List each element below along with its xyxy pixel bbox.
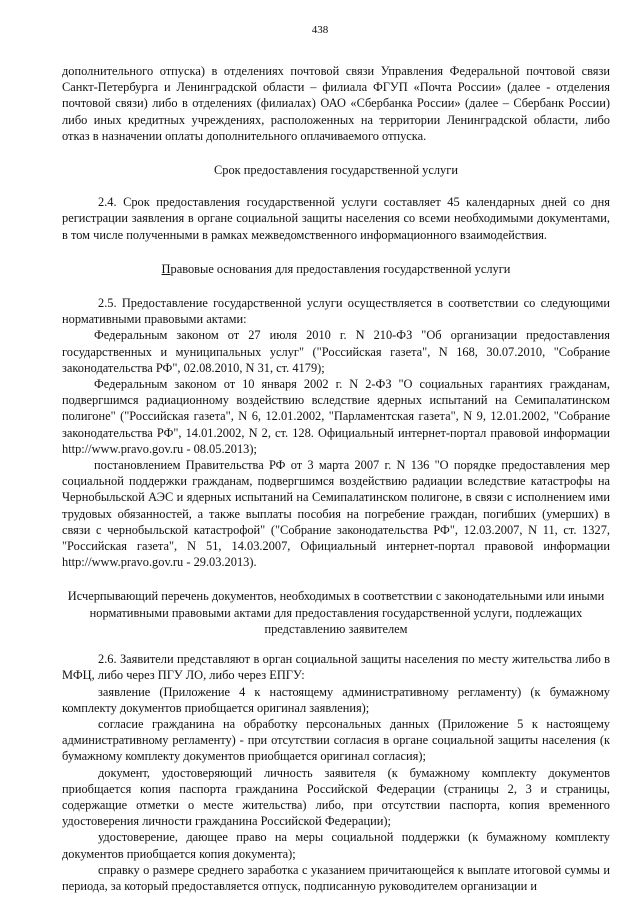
paragraph-2-5: 2.5. Предоставление государственной услуги осуществляется в соответствии со следующими нормативными правовыми актами:	[62, 296, 610, 327]
document-body	[62, 63, 610, 894]
page-number: 438	[311, 24, 329, 36]
paragraph-law-2: Федеральным законом от 10 января 2002 г. N 2-ФЗ "О социальных гарантиях гражданам, подвергшимся радиационному воздействию вследствие ядерных испытаний на Семипалатинском полигоне" ("Российская газета", N 6, 12.01.2002, "Парламентская газета", N 9, 12.01.2002, "Собрание законодательства РФ", 14.01.2002, N 2, ст. 128. Официальный интернет-портал правовой информации http://www.pravo.gov.ru - 08.05.2013);	[62, 377, 610, 456]
paragraph-certificate: удостоверение, дающее право на меры социальной поддержки (к бумажному комплекту документов приобщается копия документа);	[62, 830, 610, 861]
paragraph-2-6: 2.6. Заявители представляют в орган социальной защиты населения по месту жительства либо в МФЦ, либо через ПГУ ЛО, либо через ЕПГУ:	[62, 652, 610, 683]
paragraph-2-4: 2.4. Срок предоставления государственной услуги составляет 45 календарных дней со дня регистрации заявления в органе социальной защиты населения со всеми необходимыми документами, в том числе полученными в рамках межведомственного информационного взаимодействия.	[62, 195, 610, 242]
heading-service-term: Срок предоставления государственной услуги	[214, 163, 458, 178]
paragraph-resolution-136: постановлением Правительства РФ от 3 марта 2007 г. N 136 "О порядке предоставления мер социальной поддержки гражданам, подвергшимся воздействию радиации вследствие катастрофы на Чернобыльской АЭС и ядерных испытаний на Семипалатинском полигоне, в связи с исполнением ими трудовых обязанностей, а также выплаты пособия на погребение граждан, погибших (умерших) в связи с чернобыльской катастрофой" ("Собрание законодательства РФ", 12.03.2007, N 11, ст. 1327, "Российская газета", N 51, 14.03.2007, Официальный интернет-портал правовой информации http://www.pravo.gov.ru - 29.03.2013).	[62, 458, 610, 570]
paragraph-salary-reference: справку о размере среднего заработка с указанием причитающейся к выплате итоговой суммы и периода, за который предоставляется отпуск, подписанную руководителем организации и	[62, 862, 610, 893]
paragraph-application: заявление (Приложение 4 к настоящему административному регламенту) (к бумажному комплекту документов приобщается оригинал заявления);	[62, 684, 610, 715]
heading-legal-basis	[62, 261, 610, 277]
paragraph-continuation: дополнительного отпуска) в отделениях почтовой связи Управления Федеральной почтовой связи Санкт-Петербурга и Ленинградской области – филиала ФГУП «Почта России» (далее - отделения почтовой связи) либо в отделениях (филиалах) ОАО «Сбербанка России» (далее – Сбербанк России) либо иных кредитных учреждениях, расположенных на территории Ленинградской области, либо отказ в назначении оплаты дополнительного оплачиваемого отпуска.	[62, 64, 610, 143]
heading-legal-basis-rest: равовые основания для предоставления государственной услуги	[170, 261, 511, 276]
paragraph-law-210: Федеральным законом от 27 июля 2010 г. N 210-ФЗ "Об организации предоставления государственных и муниципальных услуг" ("Российская газета", N 168, 30.07.2010, "Собрание законодательства РФ", 02.08.2010, N 31, ст. 4179);	[62, 328, 610, 375]
paragraph-identity-document: документ, удостоверяющий личность заявителя (к бумажному комплекту документов приобщается копия паспорта гражданина Российской Федерации (страницы 2, 3 и страницы, содержащие отметки о месте жительства) либо, при отсутствии паспорта, копия временного удостоверения личности гражданина Российской Федерации);	[62, 765, 610, 829]
heading-legal-basis-initial: П	[161, 261, 171, 276]
heading-documents-list: Исчерпывающий перечень документов, необходимых в соответствии с законодательными или иными нормативными правовыми актами для предоставления государственной услуги, подлежащих представлению заявителем	[67, 589, 605, 636]
paragraph-consent: согласие гражданина на обработку персональных данных (Приложение 5 к настоящему административному регламенту) - при отсутствии согласия в органе социальной защиты населения (к бумажному комплекту документов приобщается оригинал согласия);	[62, 716, 610, 764]
